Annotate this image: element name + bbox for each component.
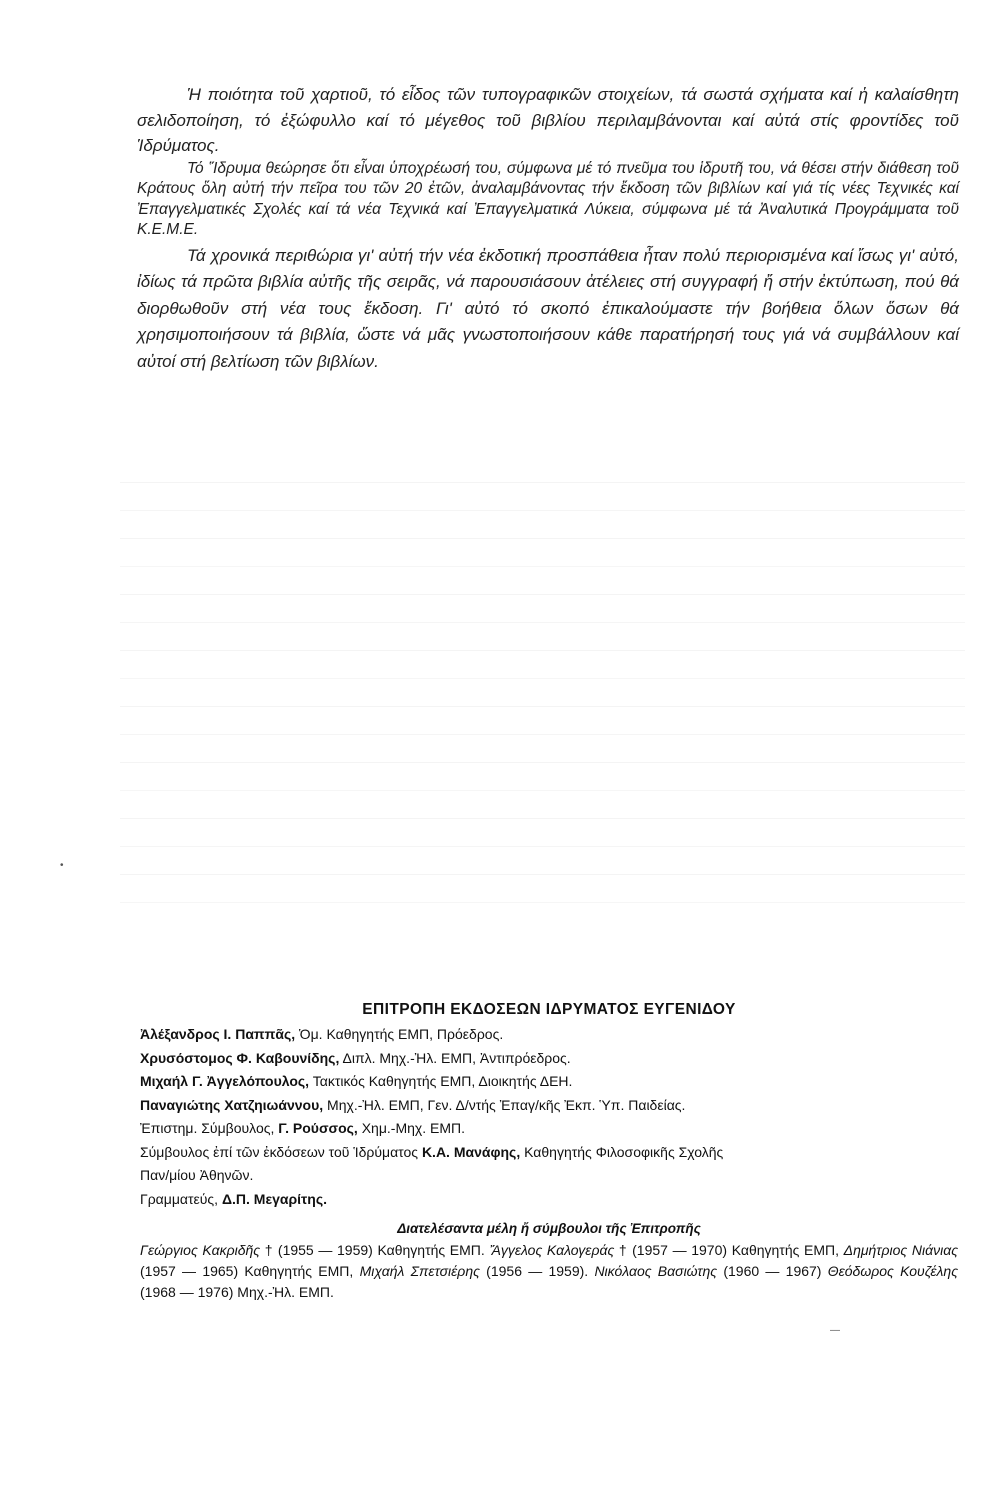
counsel-role-continued: Παν/μίου Ἀθηνῶν. (140, 1167, 254, 1183)
committee-secretary (140, 1188, 958, 1212)
former-member-name: Γεώργιος Κακριδῆς (140, 1242, 261, 1258)
former-members-list (140, 1240, 958, 1303)
committee-section (140, 1001, 958, 1303)
advisor-role: Χημ.-Μηχ. ΕΜΠ. (357, 1120, 466, 1136)
counsel-role: Καθηγητής Φιλοσοφικῆς Σχολῆς (520, 1143, 724, 1160)
committee-member (140, 1047, 958, 1071)
former-member-name: Δημήτριος Νιάνιας (843, 1242, 958, 1258)
speck-mark: — (830, 1325, 840, 1336)
member-role: Μηχ.-Ἠλ. ΕΜΠ, Γεν. Δ/ντής Ἐπαγ/κῆς Ἐκπ. Ὑπ. Παιδείας. (323, 1096, 686, 1113)
counsel-prefix: Σύμβουλος ἐπί τῶν ἐκδόσεων τοῦ Ἱδρύματος (140, 1143, 422, 1160)
bleed-through-texture (120, 455, 965, 903)
former-member-detail: (1968 — 1976) Μηχ.-Ἠλ. ΕΜΠ. (140, 1284, 334, 1300)
intro-paragraph-2: Τό Ἵδρυμα θεώρησε ὅτι εἶναι ὑποχρέωσή του, σύμφωνα μέ τό πνεῦμα του ἱδρυτῆ του, νά θέσει στήν διάθεση τοῦ Κράτους ὅλη αὐτή τήν πεῖρα του τῶν 20 ἐτῶν, ἀναλαμβάνοντας τήν ἔκδοση τῶν βιβλίων καί γιά τίς νέες Τεχνικές καί Ἐπαγγελματικές Σχολές καί τά νέα Τεχνικά καί Ἐπαγγελματικά Λύκεια, σύμφωνα μέ τά Ἀναλυτικά Προγράμματα τοῦ Κ.Ε.Μ.Ε. (137, 159, 959, 238)
committee-advisor (140, 1117, 958, 1141)
former-member-detail: (1956 — 1959). (479, 1263, 595, 1279)
former-member-name: Θεόδωρος Κουζέλης (827, 1263, 959, 1279)
counsel-name: Κ.Α. Μανάφης, (421, 1143, 521, 1160)
committee-counsel (140, 1141, 958, 1165)
former-members-title: Διατελέσαντα μέλη ἤ σύμβουλοι τῆς Ἐπιτροπῆς (397, 1221, 701, 1236)
committee-member (140, 1070, 958, 1094)
committee-title: ΕΠΙΤΡΟΠΗ ΕΚΔΟΣΕΩΝ ΙΔΡΥΜΑΤΟΣ ΕΥΓΕΝΙΔΟΥ (362, 1001, 736, 1018)
former-member-detail: † (1955 — 1959) Καθηγητής ΕΜΠ. (260, 1242, 490, 1258)
member-name: Ἀλέξανδρος Ι. Παππᾶς, (140, 1026, 296, 1042)
advisor-name: Γ. Ρούσσος, (278, 1120, 358, 1136)
member-role: Τακτικός Καθηγητής ΕΜΠ, Διοικητής ΔΕΗ. (309, 1073, 573, 1089)
former-member-name: Νικόλαος Βασιώτης (594, 1263, 718, 1279)
intro-section (137, 82, 959, 375)
member-name: Μιχαήλ Γ. Ἀγγελόπουλος, (140, 1073, 310, 1089)
secretary-prefix: Γραμματεύς, (140, 1190, 222, 1207)
former-member-detail: (1957 — 1965) Καθηγητής ΕΜΠ, (140, 1263, 360, 1279)
former-member-name: Ἄγγελος Καλογεράς (489, 1242, 615, 1258)
intro-paragraph-3: Τά χρονικά περιθώρια γι' αὐτή τήν νέα ἐκδοτική προσπάθεια ἦταν πολύ περιορισμένα καί ἴσως γι' αὐτό, ἰδίως τά πρῶτα βιβλία αὐτῆς τῆς σειρᾶς, νά παρουσιάσουν ἀτέλειες στή συγγραφή ἤ στήν ἐκτύπωση, πού θά διορθωθοῦν στή νέα τους ἔκδοση. Γι' αὐτό τό σκοπό ἐπικαλούμαστε τήν βοήθεια ὅλων ὅσων θά χρησιμοποιήσουν τά βιβλία, ὥστε νά μᾶς γνωστοποιήσουν κάθε παρατήρησή τους γιά νά συμβάλλουν καί αὐτοί στή βελτίωση τῶν βιβλίων. (137, 245, 959, 371)
former-member-name: Μιχαήλ Σπετσιέρης (359, 1263, 480, 1279)
member-role: Ὁμ. Καθηγητής ΕΜΠ, Πρόεδρος. (295, 1026, 504, 1042)
former-member-detail: (1960 — 1967) (717, 1263, 828, 1279)
committee-member (140, 1094, 958, 1118)
member-name: Παναγιώτης Χατζηιωάννου, (140, 1096, 324, 1113)
speck-mark: • (60, 860, 64, 871)
advisor-prefix: Ἐπιστημ. Σύμβουλος, (140, 1120, 279, 1136)
member-role: Διπλ. Μηχ.-Ἠλ. ΕΜΠ, Ἀντιπρόεδρος. (339, 1049, 571, 1066)
former-member-detail: † (1957 — 1970) Καθηγητής ΕΜΠ, (614, 1242, 844, 1258)
secretary-name: Δ.Π. Μεγαρίτης. (221, 1190, 328, 1207)
intro-paragraph-1: Ἡ ποιότητα τοῦ χαρτιοῦ, τό εἶδος τῶν τυπογραφικῶν στοιχείων, τά σωστά σχήματα καί ἡ καλαίσθητη σελιδοποίηση, τό ἐξώφυλλο καί τό μέγεθος τοῦ βιβλίου περιλαμβάνονται καί αὐτά στίς φροντίδες τοῦ Ἱδρύματος. (137, 85, 959, 155)
member-name: Χρυσόστομος Φ. Καβουνίδης, (140, 1049, 340, 1066)
committee-member (140, 1023, 958, 1047)
